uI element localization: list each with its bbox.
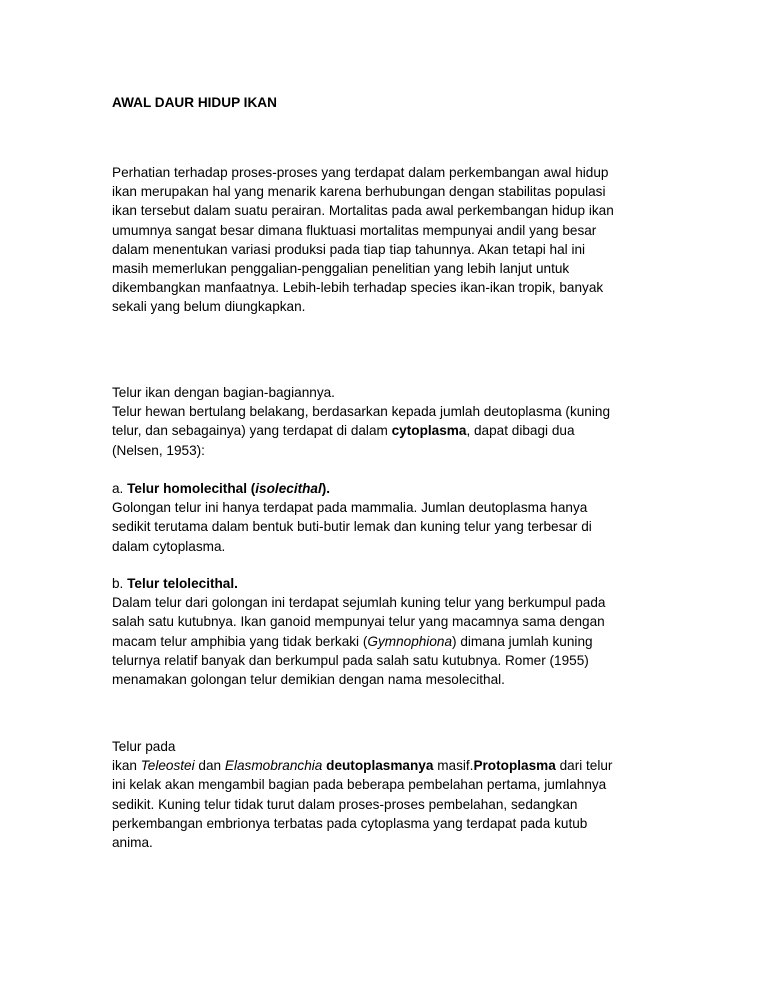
type-b-line [112, 632, 657, 651]
intro-line: ikan merupakan hal yang menarik karena berhubungan dengan stabilitas populasi [112, 184, 606, 200]
intro-line: umumnya sangat besar dimana fluktuasi mortalitas mempunyai andil yang besar [112, 222, 597, 238]
egg-section-text: telur, dan sebagainya) yang terdapat di dalam [112, 423, 392, 439]
document-title: AWAL DAUR HIDUP IKAN [112, 95, 277, 110]
cytoplasma-term: cytoplasma [391, 423, 467, 439]
type-b-line: Dalam telur dari golongan ini terdapat sejumlah kuning telur yang berkumpul pada [112, 595, 606, 611]
teleostei-term: Teleostei [140, 758, 195, 774]
telur-pada-line [112, 756, 657, 775]
type-a-paragraph [112, 479, 657, 556]
protoplasma-term: Protoplasma [473, 758, 556, 774]
elasmobranchia-term: Elasmobranchia [224, 758, 323, 774]
telur-pada-text: dari telur [555, 758, 613, 774]
intro-line: Perhatian terhadap proses-proses yang terdapat dalam perkembangan awal hidup [112, 165, 609, 180]
telur-pada-paragraph [112, 737, 657, 852]
intro-line: masih memerlukan penggalian-penggalian penelitian yang lebih lanjut untuk [112, 261, 570, 277]
type-a-prefix: a. [112, 481, 128, 496]
intro-line: dikembangkan manfaatnya. Lebih-lebih terhadap species ikan-ikan tropik, banyak [112, 280, 604, 296]
telur-pada-line: perkembangan embrionya terbatas pada cytoplasma yang terdapat pada kutub [112, 815, 588, 831]
type-a-line: Golongan telur ini hanya terdapat pada mammalia. Jumlan deutoplasma hanya [112, 500, 588, 516]
type-a-title-end: ). [321, 481, 331, 496]
intro-line: sekali yang belum diungkapkan. [112, 299, 306, 315]
telur-pada-line: anima. [112, 835, 153, 851]
deutoplasmanya-term: deutoplasmanya [326, 758, 434, 774]
egg-section-text: , dapat dibagi dua [466, 423, 575, 439]
telur-pada-text: masif. [433, 758, 474, 774]
type-b-title: Telur telolecithal. [127, 576, 238, 591]
gymnophiona-term: Gymnophiona [367, 633, 453, 649]
telur-pada-line: ini kelak akan mengambil bagian pada beberapa pembelahan pertama, jumlahnya [112, 777, 607, 793]
type-b-line: salah satu kutubnya. Ikan ganoid mempunyai telur yang macamnya sama dengan [112, 614, 605, 630]
egg-section-heading: Telur ikan dengan bagian-bagiannya. [112, 385, 335, 400]
egg-section-paragraph [112, 383, 657, 460]
type-b-text: ) dimana jumlah kuning [452, 633, 593, 649]
egg-section-citation: (Nelsen, 1953): [112, 442, 205, 458]
egg-section-line: Telur hewan bertulang belakang, berdasarkan kepada jumlah deutoplasma (kuning [112, 404, 611, 420]
type-b-text: macam telur amphibia yang tidak berkaki ( [112, 633, 368, 649]
type-b-line: menamakan golongan telur demikian dengan nama mesolecithal. [112, 672, 505, 688]
type-a-line: sedikit terutama dalam bentuk buti-butir lemak dan kuning telur yang terbesar di [112, 519, 592, 535]
egg-section-line [112, 421, 657, 440]
type-a-line: dalam cytoplasma. [112, 538, 226, 554]
type-a-title-italic: isolecithal [255, 481, 322, 496]
intro-line: dalam menentukan variasi produksi pada tiap tiap tahunnya. Akan tetapi hal ini [112, 241, 586, 257]
type-a-title-text: Telur homolecithal ( [127, 481, 256, 496]
telur-pada-text: ikan [112, 758, 141, 774]
intro-line: ikan tersebut dalam suatu perairan. Mortalitas pada awal perkembangan hidup ikan [112, 203, 614, 219]
type-a-title [127, 481, 330, 496]
telur-pada-text: dan [194, 758, 225, 774]
type-a-heading [112, 479, 657, 498]
telur-pada-line: sedikit. Kuning telur tidak turut dalam proses-proses pembelahan, sedangkan [112, 796, 578, 812]
type-b-prefix: b. [112, 576, 128, 591]
type-b-line: telurnya relatif banyak dan berkumpul pada salah satu kutubnya. Romer (1955) [112, 652, 589, 668]
type-b-heading [112, 574, 657, 593]
telur-pada-line: Telur pada [112, 739, 176, 754]
type-b-paragraph [112, 574, 657, 689]
intro-paragraph [112, 163, 657, 317]
